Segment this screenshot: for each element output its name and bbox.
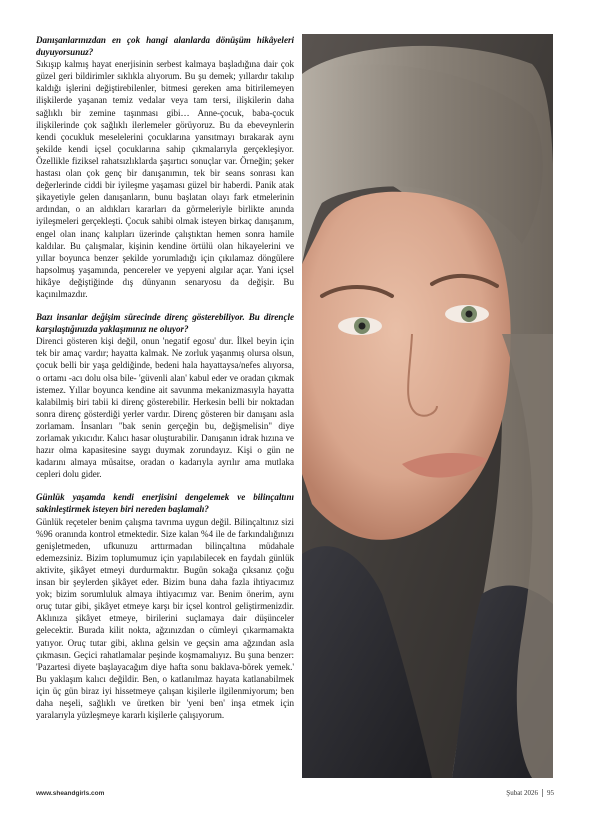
question-3: Günlük yaşamda kendi enerjisini dengelemek ve bilinçaltını sakinleştirmek isteyen biri nereden başlamalı? — [36, 492, 294, 515]
question-1: Danışanlarınızdan en çok hangi alanlarda dönüşüm hikâyeleri duyuyorsunuz? — [36, 35, 294, 58]
article-text-column — [36, 34, 294, 721]
question-2: Bazı insanlar değişim sürecinde direnç gösterebiliyor. Bu dirençle karşılaştığınızda yaklaşımınız ne oluyor? — [36, 312, 294, 335]
answer-1: Sıkışıp kalmış hayat enerjisinin serbest kalmaya başladığına dair çok güzel geri bildirimler sıklıkla alıyorum. Bu şu demek; yıllardır takılıp kaldığı işlerini değiştirebilenler, bitmesi gereken ama bitirilemeyen ilişkilerde yaşanan temiz vedalar veya tam tersi, ilişkilerin daha sağlıklı bir zemine taşınması gibi… Anne-çocuk, baba-çocuk ilişkilerinde çok sağlıklı ilerlemeler görüyoruz. Bu da ebeveynlerin kendi çocukluk meselelerini çocuklarına yansıtmayı bırakarak aynı şekilde kendi içsel çocuklarına sahip çıkmalarıyla gerçekleşiyor. Özellikle fiziksel rahatsızlıklarda şaşırtıcı sonuçlar var. Örneğin; şeker hastası olan çok genç bir danışanımın, tek bir seans sonrası kan değerlerinde ciddi bir iyileşme yaşaması güzel bir haberdi. Panik atak şikayetiyle gelen danışanların, bunu başlatan olayı fark etmelerinin ardından, o an aldıkları kararları da görmeleriyle birlikte anında iyileşmeleri gerçekleşti. Çocuk sahibi olmak isteyen birkaç danışanım, engel olan inanç kalıpları üzerinde çalıştıktan hemen sonra hamile kaldılar. Bu çalışmalar, kişinin kendine örtülü olan hikayelerini ve yıllar boyunca benzer şekilde yorumladığı için çıkılamaz döngülere hapsolmuş yaşamında, pencereler ve yepyeni algılar açar. Yani içsel hikâye değiştiğinde dış dünyanın senaryosu da değişir. Bu kaçınılmazdır. — [36, 59, 294, 299]
website-url: www.sheandgirls.com — [36, 790, 105, 797]
footer-divider — [542, 789, 543, 797]
page-footer — [506, 789, 554, 797]
portrait-illustration — [302, 34, 553, 778]
portrait-photo — [302, 34, 553, 778]
answer-3: Günlük reçeteler benim çalışma tavrıma uygun değil. Bilinçaltınız sizi %96 oranında kontrol etmektedir. Size kalan %4 ile de farkındalığınızı genişletmeden, ufkunuzu arttırmadan bilinçaltına müdahale edemezsiniz. Bizim toplumumuz için yapılabilecek en faydalı günlük aktivite, şikâyet etmeyi durdurmaktır. Bugün sokağa çıksanız çoğu insan bir şeylerden şikâyet eder. Bizim buna daha fazla ihtiyacımız yok; bizim sorumluluk almaya ihtiyacımız var. Benim önerim, aynı oruç tutar gibi, şikâyet etmeye karşı bir içsel kontrol geliştirmenizdir. Aklınıza şikâyet etmeye, birilerini suçlamaya dair düşünceler gelecektir. Burada kilit nokta, ağzınızdan o cümleyi çıkarmamakta yatıyor. Oruç tutar gibi, aklına gelsin ve geçsin ama ağzından asla çıkmasın. Geçici rahatlamalar peşinde koşmamalıyız. Bu şuna benzer: 'Pazartesi diyete başlayacağım diye hafta sonu baklava-börek yemek.' Bu yaklaşım kalıcı değildir. Ben, o katlanılmaz hayata katlanabilmek için üç gün biraz iyi hissetmeye çalışan kişilerle ilgilenmiyorum; ben daha neşeli, sağlıklı ve üretken bir 'yeni ben' inşa etmek için yaralarıyla yüzleşmeye kararlı kişilerle çalışıyorum. — [36, 516, 294, 721]
answer-2: Direnci gösteren kişi değil, onun 'negatif egosu' dur. İlkel beyin için tek bir amaç vardır; hayatta kalmak. Ne zorluk yaşanmış olursa olsun, çocuk belli bir yaşa geldiğinde, bedeni hala hayattaysa/nefes alıyorsa, o ortamı -acı dolu olsa bile- 'güvenli alan' kabul eder ve oradan çıkmak istemez. Yıllar boyunca kendine ait savunma mekanizmasıyla hayatta kalabilmiş biri tabii ki direnç gösterebilir. Herkesin belli bir noktadan sonra direnç gösterdiği yerler vardır. Direnç gösteren bir danışanı asla zorlamam. İnsanları "bak senin gerçeğin bu, değişmelisin" diye zorlamak yıkıcıdır. Kalıcı hasar oluşturabilir. Danışanın idrak hızına ve hazır olma kapasitesine saygı duymak zorundayız. Kişi o gün ne kadarını almaya müsaitse, oradan o kadarıyla ayrılır ama mutlaka cepleri dolu gider. — [36, 336, 294, 480]
page-number: 95 — [547, 789, 554, 797]
issue-date: Şubat 2026 — [506, 789, 538, 797]
